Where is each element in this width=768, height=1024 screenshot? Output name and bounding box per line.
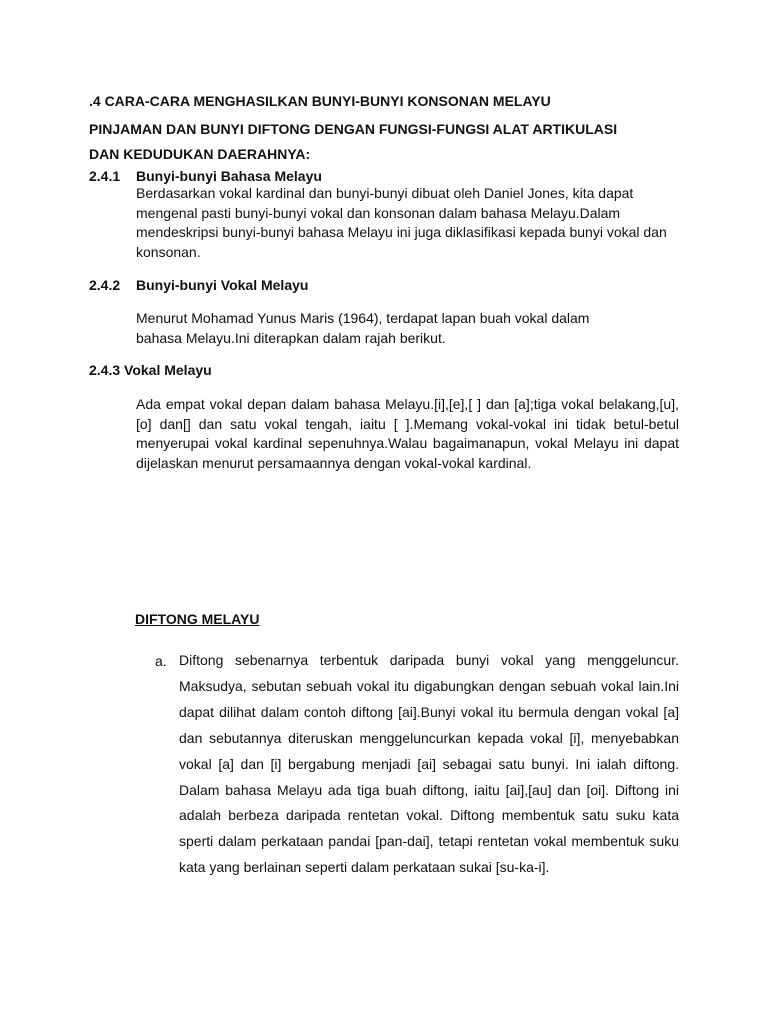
title-line-3: DAN KEDUDUKAN DAERAHNYA:: [89, 146, 311, 162]
section-heading-2-4-2: [89, 277, 308, 293]
list-marker: a.: [155, 653, 167, 669]
title-line-2: PINJAMAN DAN BUNYI DIFTONG DENGAN FUNGSI-FUNGSI ALAT ARTIKULASI: [89, 121, 618, 137]
section-number: 2.4.1: [89, 168, 121, 184]
section-body-2-4-1: Berdasarkan vokal kardinal dan bunyi-bunyi dibuat oleh Daniel Jones, kita dapat mengenal pasti bunyi-bunyi vokal dan konsonan dalam bahasa Melayu.Dalam mendeskripsi bunyi-bunyi bahasa Melayu ini juga diklasifikasi kepada bunyi vokal dan konsonan.: [136, 185, 667, 260]
section-number: 2.4.2: [89, 277, 121, 293]
section-body-2-4-3: Ada empat vokal depan dalam bahasa Melayu.[i],[e],[ ] dan [a];tiga vokal belakang,[u],[o] dan[] dan satu vokal tengah, iaitu [ ].Memang vokal-vokal ini tidak betul-betul menyerupai vokal kardinal sepenuhnya.Walau bagaimanapun, vokal Melayu ini dapat dijelaskan menurut persamaannya dengan vokal-vokal kardinal.: [136, 396, 679, 471]
section-title: Bunyi-bunyi Bahasa Melayu: [136, 168, 322, 184]
list-item: Diftong sebenarnya terbentuk daripada bunyi vokal yang menggeluncur. Maksudya, sebutan sebuah vokal itu digabungkan dengan sebuah vokal lain.Ini dapat dilihat dalam contoh diftong [ai].Bunyi vokal itu bermula dengan vokal [a] dan sebutannya diteruskan menggeluncurkan kepada vokal [i], menyebabkan vokal [a] dan [i] bergabung menjadi [ai] sebagai satu bunyi. Ini ialah diftong. Dalam bahasa Melayu ada tiga buah diftong, iaitu [ai],[au] dan [oi]. Diftong ini adalah berbeza daripada rentetan vokal. Diftong membentuk satu suku kata sperti dalam perkataan pandai [pan-dai], tetapi rentetan vokal membentuk suku kata yang berlainan seperti dalam perkataan sukai [su-ka-i].: [179, 652, 679, 876]
diftong-heading: DIFTONG MELAYU: [135, 611, 260, 627]
section-title: Bunyi-bunyi Vokal Melayu: [136, 277, 309, 293]
section-heading-2-4-1: [89, 168, 322, 184]
section-body-2-4-2: Menurut Mohamad Yunus Maris (1964), terdapat lapan buah vokal dalam bahasa Melayu.Ini diterapkan dalam rajah berikut.: [136, 310, 590, 346]
section-heading-2-4-3: 2.4.3 Vokal Melayu: [89, 362, 212, 378]
title-line-1: .4 CARA-CARA MENGHASILKAN BUNYI-BUNYI KONSONAN MELAYU: [89, 93, 551, 109]
